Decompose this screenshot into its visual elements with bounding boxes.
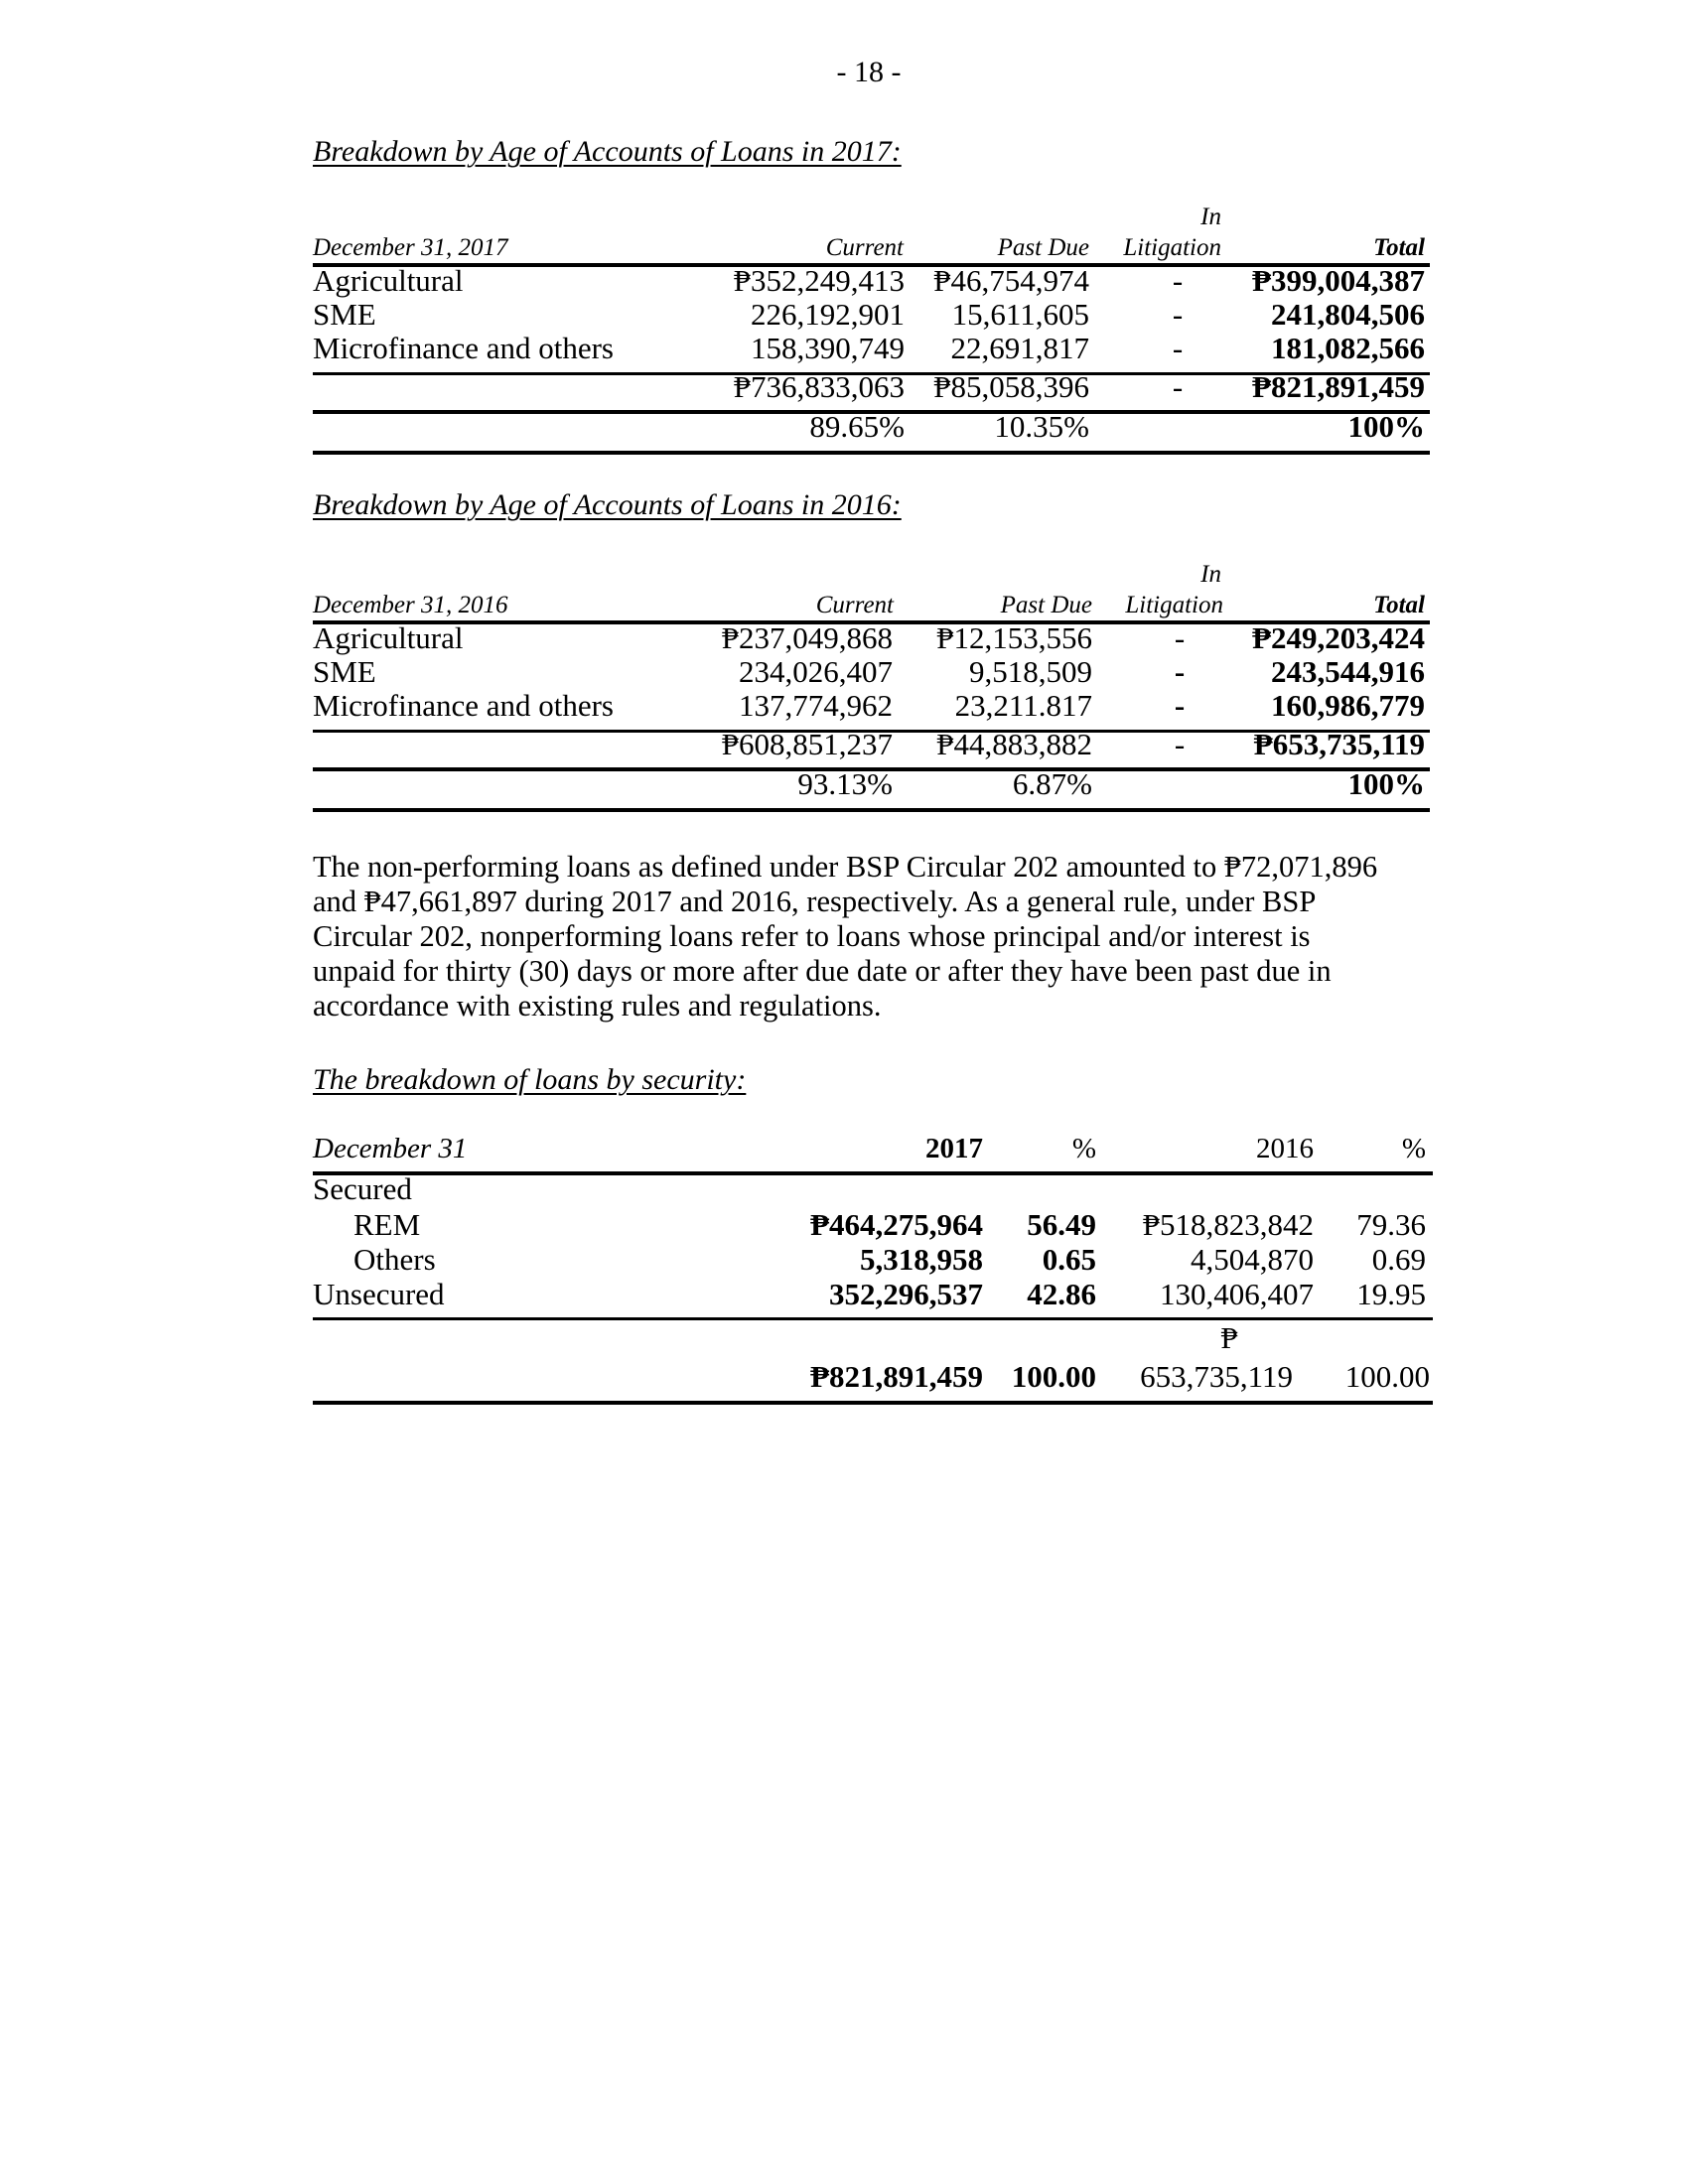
row-litigation: -	[1174, 654, 1186, 689]
row-current: 226,192,901	[751, 297, 905, 332]
total-total: ₱653,735,119	[1253, 727, 1425, 761]
pct-past-due: 10.35%	[994, 409, 1089, 444]
group-label-secured: Secured	[313, 1171, 412, 1206]
total-current: ₱608,851,237	[721, 727, 893, 761]
subtotal-rule	[313, 1317, 1433, 1320]
pct-past-due: 6.87%	[1012, 766, 1092, 801]
row-past-due: ₱46,754,974	[933, 263, 1089, 298]
row-pct-2017: 42.86	[1027, 1277, 1096, 1311]
header-2017: 2017	[925, 1133, 983, 1164]
row-total: 241,804,506	[1271, 297, 1425, 332]
row-past-due: 15,611,605	[951, 297, 1089, 332]
pct-current: 89.65%	[809, 409, 905, 444]
pct-total: 100%	[1347, 766, 1425, 801]
pct-total: 100%	[1347, 409, 1425, 444]
row-total: ₱249,203,424	[1252, 620, 1425, 655]
total-litigation: -	[1172, 369, 1184, 404]
row-label: Agricultural	[313, 263, 464, 298]
header-pct-2017: %	[1071, 1133, 1096, 1164]
total-total: ₱821,891,459	[1252, 369, 1425, 404]
header-in: In	[1200, 561, 1221, 588]
row-2017: ₱464,275,964	[810, 1207, 983, 1242]
row-total: 160,986,779	[1271, 688, 1425, 723]
row-pct-2016: 79.36	[1356, 1207, 1426, 1242]
total-pct-2017: 100.00	[1011, 1359, 1096, 1394]
header-current: Current	[815, 592, 894, 618]
row-2017: 5,318,958	[860, 1242, 983, 1277]
header-past-due: Past Due	[1000, 592, 1092, 618]
row-current: ₱352,249,413	[733, 263, 905, 298]
header-litigation: Litigation	[1123, 234, 1221, 261]
header-rule	[313, 1171, 1433, 1175]
row-2016: 4,504,870	[1191, 1242, 1314, 1277]
header-pct-2016: %	[1401, 1133, 1426, 1164]
header-current: Current	[825, 234, 904, 261]
header-litigation: Litigation	[1125, 592, 1223, 618]
npl-paragraph	[313, 850, 1435, 1024]
row-litigation: -	[1172, 263, 1184, 298]
row-label: SME	[313, 654, 376, 689]
row-litigation: -	[1174, 620, 1186, 655]
peso-sign: ₱	[1220, 1320, 1238, 1355]
row-current: 158,390,749	[751, 331, 905, 365]
row-pct-2017: 56.49	[1027, 1207, 1096, 1242]
bottom-rule	[313, 1401, 1433, 1405]
header-label: December 31, 2016	[313, 592, 508, 618]
row-current: 137,774,962	[739, 688, 893, 723]
total-pct-2016: 100.00	[1344, 1359, 1430, 1394]
total-past-due: ₱85,058,396	[933, 369, 1089, 404]
paragraph-line: Circular 202, nonperforming loans refer to loans whose principal and/or interest is	[313, 919, 1311, 953]
header-2016: 2016	[1256, 1133, 1314, 1164]
header-label: December 31	[313, 1133, 468, 1164]
header-total: Total	[1373, 234, 1425, 261]
total-current: ₱736,833,063	[733, 369, 905, 404]
row-pct-2017: 0.65	[1042, 1242, 1096, 1277]
row-past-due: 22,691,817	[950, 331, 1089, 365]
total-past-due: ₱44,883,882	[936, 727, 1092, 761]
total-2016: 653,735,119	[1140, 1359, 1293, 1394]
row-label: Microfinance and others	[313, 688, 614, 723]
paragraph-line: accordance with existing rules and regulations.	[313, 989, 882, 1023]
page-number: - 18 -	[836, 56, 902, 88]
row-2016: ₱518,823,842	[1142, 1207, 1314, 1242]
row-label: SME	[313, 297, 376, 332]
row-litigation: -	[1172, 331, 1184, 365]
row-total: ₱399,004,387	[1252, 263, 1425, 298]
row-label: REM	[353, 1207, 421, 1242]
row-current: 234,026,407	[739, 654, 893, 689]
row-pct-2016: 0.69	[1371, 1242, 1426, 1277]
row-past-due: 23,211.817	[954, 688, 1092, 723]
row-2016: 130,406,407	[1160, 1277, 1314, 1311]
section-title-2017: Breakdown by Age of Accounts of Loans in 2017:	[313, 135, 902, 168]
paragraph-line: unpaid for thirty (30) days or more after due date or after they have been past due in	[313, 954, 1332, 988]
row-litigation: -	[1174, 688, 1186, 723]
total-litigation: -	[1174, 727, 1186, 761]
paragraph-line: and ₱47,661,897 during 2017 and 2016, respectively. As a general rule, under BSP	[313, 885, 1317, 918]
row-total: 243,544,916	[1271, 654, 1425, 689]
section-title-2016: Breakdown by Age of Accounts of Loans in 2016:	[313, 488, 902, 521]
header-total: Total	[1373, 592, 1425, 618]
row-label: Microfinance and others	[313, 331, 614, 365]
row-past-due: 9,518,509	[969, 654, 1092, 689]
header-label: December 31, 2017	[313, 234, 508, 261]
header-in: In	[1200, 204, 1221, 230]
section-title-security: The breakdown of loans by security:	[313, 1063, 747, 1096]
row-litigation: -	[1172, 297, 1184, 332]
paragraph-line: The non-performing loans as defined under BSP Circular 202 amounted to ₱72,071,896	[313, 850, 1378, 884]
bottom-rule	[313, 808, 1430, 812]
row-current: ₱237,049,868	[721, 620, 893, 655]
total-2017: ₱821,891,459	[810, 1359, 983, 1394]
row-total: 181,082,566	[1271, 331, 1425, 365]
row-pct-2016: 19.95	[1356, 1277, 1426, 1311]
bottom-rule	[313, 451, 1430, 455]
header-past-due: Past Due	[997, 234, 1089, 261]
row-label: Others	[353, 1242, 436, 1277]
row-past-due: ₱12,153,556	[936, 620, 1092, 655]
pct-current: 93.13%	[797, 766, 893, 801]
row-2017: 352,296,537	[829, 1277, 983, 1311]
row-label: Agricultural	[313, 620, 464, 655]
row-label: Unsecured	[313, 1277, 445, 1311]
